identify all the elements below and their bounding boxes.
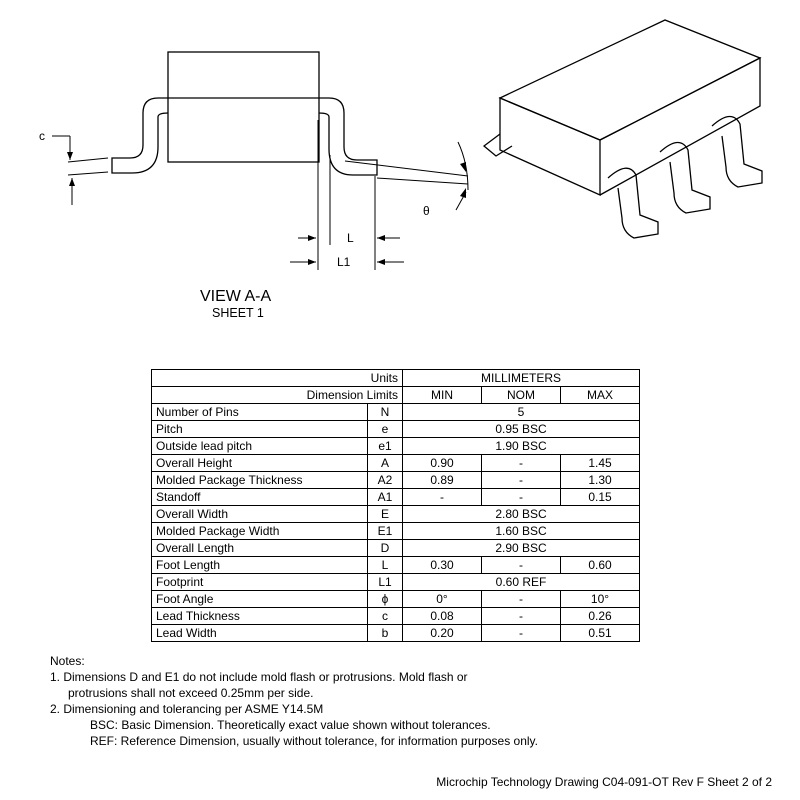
dimension-max: 1.30 [561,472,640,489]
table-row [152,421,640,438]
dimension-max: 10° [561,591,640,608]
side-view-body [168,52,319,162]
col-min-header: MIN [403,387,482,404]
dimension-symbol: L [368,557,403,574]
table-row [152,472,640,489]
dimension-symbol: A2 [368,472,403,489]
note-1-cont: protrusions shall not exceed 0.25mm per side. [68,686,314,700]
limits-row [152,387,640,404]
table-row [152,523,640,540]
iso-lead-3 [712,116,762,187]
view-title: VIEW A-A [200,288,272,305]
dimension-value: 0.95 BSC [403,421,640,438]
dimension-label: Overall Length [152,540,368,557]
units-label: Units [152,370,403,387]
dimension-value: 1.60 BSC [403,523,640,540]
table-row [152,455,640,472]
dimension-symbol: N [368,404,403,421]
side-view-left-lead [112,98,168,173]
dimension-max: 1.45 [561,455,640,472]
iso-lead-1 [608,168,658,238]
iso-package-top [500,20,760,140]
table-row [152,506,640,523]
label-c: c [39,129,45,143]
table-row [152,574,640,591]
dimension-min: 0.30 [403,557,482,574]
note-1: 1. Dimensions D and E1 do not include mold flash or protrusions. Mold flash or [50,670,468,684]
view-subtitle: SHEET 1 [212,306,264,320]
dimension-label: Overall Width [152,506,368,523]
notes [50,653,538,749]
dimension-symbol: ϕ [368,591,403,608]
dimension-nom: - [482,608,561,625]
notes-heading: Notes: [50,654,85,668]
dimension-max: 0.51 [561,625,640,642]
dimension-label: Lead Thickness [152,608,368,625]
note-bsc: BSC: Basic Dimension. Theoretically exact value shown without tolerances. [90,718,491,732]
dimension-symbol: A1 [368,489,403,506]
note-2: 2. Dimensioning and tolerancing per ASME Y14.5M [50,702,324,716]
dimension-min: 0.89 [403,472,482,489]
dimension-label: Foot Angle [152,591,368,608]
label-L1: L1 [337,255,351,269]
iso-package-side [600,58,760,195]
dimension-max: 0.26 [561,608,640,625]
dimension-label: Foot Length [152,557,368,574]
table-row [152,625,640,642]
units-value: MILLIMETERS [403,370,640,387]
label-L: L [347,231,354,245]
dimension-min: 0.08 [403,608,482,625]
dimension-max: 0.60 [561,557,640,574]
dimension-min: 0.20 [403,625,482,642]
table-row [152,591,640,608]
iso-lead-2 [660,142,710,213]
table-row [152,557,640,574]
dimension-nom: - [482,625,561,642]
dimension-nom: - [482,455,561,472]
dimension-label: Standoff [152,489,368,506]
units-row [152,370,640,387]
dimension-label: Number of Pins [152,404,368,421]
dimension-label: Pitch [152,421,368,438]
dimension-label: Molded Package Thickness [152,472,368,489]
label-theta: θ [423,204,430,218]
table-row [152,540,640,557]
drawing-reference: Microchip Technology Drawing C04-091-OT Rev F Sheet 2 of 2 [436,775,772,789]
table-row [152,438,640,455]
dimension-label: Molded Package Width [152,523,368,540]
dimension-symbol: L1 [368,574,403,591]
dimension-nom: - [482,557,561,574]
dimension-min: 0° [403,591,482,608]
dimension-symbol: e [368,421,403,438]
col-nom-header: NOM [482,387,561,404]
package-drawing [0,0,800,340]
dimension-max: 0.15 [561,489,640,506]
dimension-label: Outside lead pitch [152,438,368,455]
dimension-label: Lead Width [152,625,368,642]
dimension-nom: - [482,472,561,489]
dimension-symbol: b [368,625,403,642]
dimension-symbol: E1 [368,523,403,540]
table-row [152,404,640,421]
table-row [152,489,640,506]
limits-label: Dimension Limits [152,387,403,404]
dimension-value: 2.80 BSC [403,506,640,523]
dimension-value: 1.90 BSC [403,438,640,455]
dimension-min: - [403,489,482,506]
dimension-table [151,369,640,642]
dimension-symbol: e1 [368,438,403,455]
dimension-label: Overall Height [152,455,368,472]
dimension-label: Footprint [152,574,368,591]
iso-package-front [500,98,600,195]
iso-back-lead [484,134,512,156]
dimension-symbol: A [368,455,403,472]
dimension-symbol: E [368,506,403,523]
dimension-symbol: c [368,608,403,625]
table-row [152,608,640,625]
col-max-header: MAX [561,387,640,404]
dimension-value: 2.90 BSC [403,540,640,557]
dimension-nom: - [482,489,561,506]
dimension-symbol: D [368,540,403,557]
dimension-min: 0.90 [403,455,482,472]
dimension-value: 0.60 REF [403,574,640,591]
dimension-nom: - [482,591,561,608]
note-ref: REF: Reference Dimension, usually without tolerance, for information purposes only. [90,734,538,748]
dimension-value: 5 [403,404,640,421]
